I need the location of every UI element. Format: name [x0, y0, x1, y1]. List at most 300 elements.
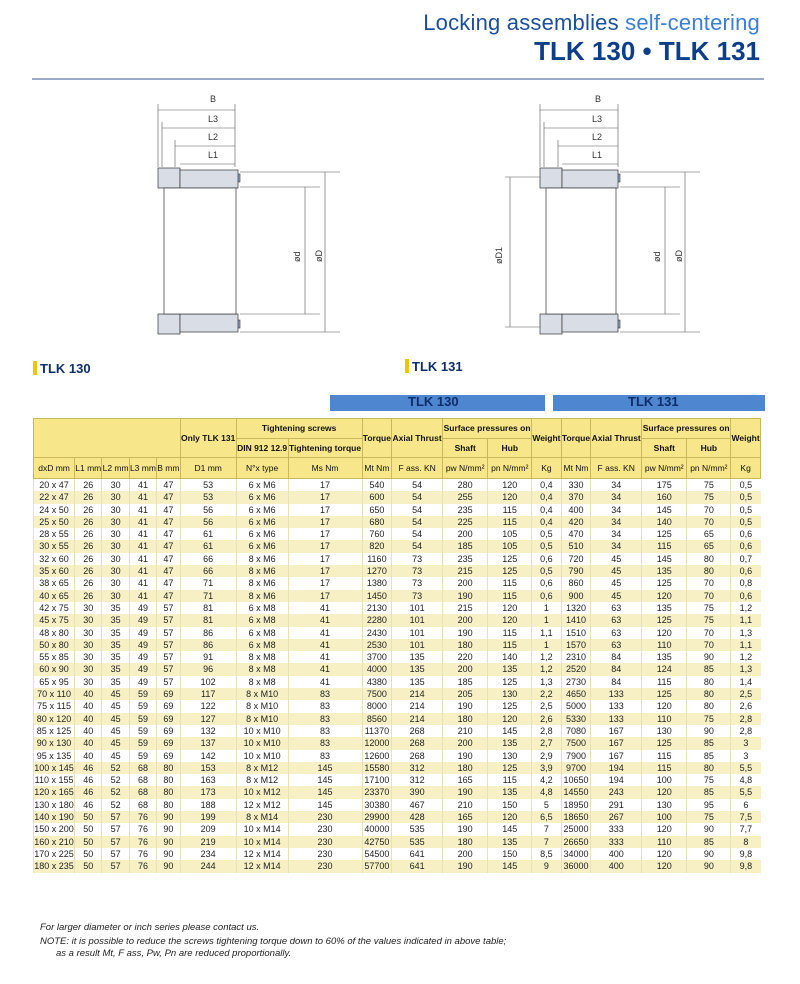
- table-cell: 34000: [561, 848, 591, 860]
- table-cell: 135: [642, 565, 687, 577]
- table-cell: 26: [75, 528, 102, 540]
- table-cell: 428: [392, 811, 443, 823]
- table-cell: 41: [129, 504, 156, 516]
- table-cell: 2,8: [731, 725, 761, 737]
- table-cell: 63: [591, 614, 642, 626]
- table-cell: 38 x 65: [34, 577, 75, 589]
- table-cell: 9700: [561, 762, 591, 774]
- tlk131-label: TLK 131: [405, 359, 463, 374]
- tlk131-drawing: [480, 92, 720, 357]
- table-cell: 90: [157, 860, 181, 872]
- table-cell: 1,1: [532, 627, 562, 639]
- unit-header: Mt Nm: [362, 458, 392, 479]
- table-row: [34, 565, 761, 577]
- table-cell: 10 x M10: [236, 737, 288, 749]
- table-cell: 125: [642, 688, 687, 700]
- table-cell: 180: [443, 836, 488, 848]
- table-cell: 59: [129, 700, 156, 712]
- table-cell: 133: [591, 700, 642, 712]
- table-cell: 135: [488, 737, 532, 749]
- table-cell: 54: [392, 491, 443, 503]
- table-cell: 54500: [362, 848, 392, 860]
- table-cell: 105: [488, 528, 532, 540]
- table-cell: 0,5: [532, 565, 562, 577]
- table-cell: 84: [591, 676, 642, 688]
- table-cell: 17: [288, 590, 362, 602]
- dim-D: øD: [674, 250, 684, 262]
- table-cell: 130: [488, 750, 532, 762]
- table-cell: 24 x 50: [34, 504, 75, 516]
- table-cell: 40: [75, 750, 102, 762]
- table-cell: 26: [75, 479, 102, 492]
- table-cell: 167: [591, 737, 642, 749]
- unit-header: pw N/mm²: [443, 458, 488, 479]
- table-row: [34, 590, 761, 602]
- table-cell: 17: [288, 577, 362, 589]
- table-cell: 65 x 95: [34, 676, 75, 688]
- table-cell: 40: [75, 688, 102, 700]
- table-cell: 57: [157, 676, 181, 688]
- table-cell: 130: [642, 799, 687, 811]
- table-cell: 70: [687, 516, 731, 528]
- table-cell: 68: [129, 799, 156, 811]
- dim-D: øD: [314, 250, 324, 262]
- table-cell: 45: [102, 725, 129, 737]
- table-cell: 76: [129, 811, 156, 823]
- table-cell: 219: [180, 836, 236, 848]
- table-cell: 90 x 130: [34, 737, 75, 749]
- unit-header: B mm: [157, 458, 181, 479]
- table-cell: 120: [642, 786, 687, 798]
- table-cell: 135: [392, 651, 443, 663]
- table-cell: 14550: [561, 786, 591, 798]
- table-cell: 10 x M14: [236, 823, 288, 835]
- table-cell: 49: [129, 676, 156, 688]
- table-cell: 81: [180, 614, 236, 626]
- table-cell: 63: [591, 627, 642, 639]
- table-cell: 0,6: [532, 553, 562, 565]
- table-cell: 214: [392, 713, 443, 725]
- table-cell: 85: [687, 663, 731, 675]
- table-cell: 80: [687, 688, 731, 700]
- table-cell: 52: [102, 774, 129, 786]
- table-cell: 68: [129, 762, 156, 774]
- table-row: [34, 688, 761, 700]
- table-cell: 73: [392, 577, 443, 589]
- table-cell: 115: [488, 516, 532, 528]
- table-cell: 120: [488, 479, 532, 492]
- table-cell: 115: [488, 504, 532, 516]
- table-cell: 34: [591, 528, 642, 540]
- table-cell: 4380: [362, 676, 392, 688]
- table-cell: 312: [392, 774, 443, 786]
- table-cell: 47: [157, 577, 181, 589]
- table-cell: 41: [129, 479, 156, 492]
- table-cell: 57: [102, 848, 129, 860]
- table-cell: 3700: [362, 651, 392, 663]
- table-cell: 190: [443, 700, 488, 712]
- table-cell: 40: [75, 737, 102, 749]
- table-cell: 142: [180, 750, 236, 762]
- table-cell: 1320: [561, 602, 591, 614]
- table-cell: 1510: [561, 627, 591, 639]
- table-cell: 96: [180, 663, 236, 675]
- table-cell: 17: [288, 565, 362, 577]
- table-cell: 133: [591, 713, 642, 725]
- dimension-table: [33, 418, 761, 873]
- table-cell: 41: [129, 516, 156, 528]
- table-row: [34, 750, 761, 762]
- table-cell: 225: [443, 516, 488, 528]
- table-row: [34, 516, 761, 528]
- table-cell: 215: [443, 602, 488, 614]
- table-cell: 110 x 155: [34, 775, 74, 786]
- table-cell: 6 x M8: [236, 602, 288, 614]
- table-cell: 115: [488, 590, 532, 602]
- table-cell: 120 x 165: [34, 787, 74, 798]
- table-cell: 50: [75, 823, 102, 835]
- table-cell: 100 x 145: [34, 762, 74, 773]
- table-cell: 80: [157, 762, 181, 774]
- table-cell: 145: [288, 774, 362, 786]
- table-cell: 6 x M6: [236, 491, 288, 503]
- table-cell: 40: [75, 725, 102, 737]
- table-cell: 100: [642, 774, 687, 786]
- table-cell: 54: [392, 504, 443, 516]
- dim-d: ød: [652, 251, 662, 262]
- table-cell: 9,8: [731, 848, 761, 860]
- table-cell: 2,9: [532, 750, 562, 762]
- table-cell: 40: [75, 700, 102, 712]
- table-cell: 135: [488, 663, 532, 675]
- shaft-131-header: Shaft: [642, 438, 687, 458]
- table-cell: 26650: [561, 836, 591, 848]
- table-cell: 820: [362, 540, 392, 552]
- table-row: [34, 725, 761, 737]
- table-cell: 145: [488, 823, 532, 835]
- table-cell: 6 x M6: [236, 479, 288, 492]
- table-cell: 50: [75, 836, 102, 848]
- table-cell: 85: [687, 750, 731, 762]
- table-cell: 650: [362, 504, 392, 516]
- table-cell: 57: [157, 627, 181, 639]
- table-cell: 41: [129, 491, 156, 503]
- table-cell: 210: [443, 799, 488, 811]
- table-cell: 90: [687, 651, 731, 663]
- table-cell: 680: [362, 516, 392, 528]
- table-cell: 59: [129, 725, 156, 737]
- table-cell: 70 x 110: [34, 688, 75, 700]
- only-tlk131-header: Only TLK 131: [180, 419, 236, 458]
- table-cell: 130: [642, 725, 687, 737]
- unit-header: pn N/mm²: [488, 458, 532, 479]
- table-cell: 12000: [362, 737, 392, 749]
- table-cell: 125: [488, 700, 532, 712]
- table-cell: 86: [180, 639, 236, 651]
- table-cell: 167: [591, 725, 642, 737]
- table-cell: 80: [157, 786, 181, 798]
- table-cell: 35: [102, 676, 129, 688]
- table-cell: 41: [288, 627, 362, 639]
- table-cell: 41: [288, 614, 362, 626]
- table-cell: 54: [392, 528, 443, 540]
- table-cell: 220: [443, 651, 488, 663]
- table-cell: 1570: [561, 639, 591, 651]
- table-cell: 90: [157, 811, 181, 823]
- title-main: Locking assemblies: [423, 10, 619, 35]
- table-cell: 209: [180, 823, 236, 835]
- table-cell: 8 x M10: [236, 713, 288, 725]
- dim-B: B: [595, 94, 602, 104]
- table-cell: 145: [488, 860, 532, 872]
- table-cell: 66: [180, 553, 236, 565]
- table-cell: 5,5: [731, 762, 761, 774]
- unit-header: F ass. KN: [591, 458, 642, 479]
- table-cell: 63: [591, 602, 642, 614]
- table-cell: 0,7: [731, 553, 761, 565]
- dim-D1: øD1: [494, 246, 504, 264]
- table-cell: 0,5: [532, 528, 562, 540]
- table-cell: 40 x 65: [34, 590, 75, 602]
- unit-header: Kg: [731, 458, 761, 479]
- table-cell: 135: [392, 663, 443, 675]
- dim-L2: L2: [208, 132, 219, 142]
- table-cell: 17: [288, 553, 362, 565]
- table-cell: 132: [180, 725, 236, 737]
- table-cell: 280: [443, 479, 488, 492]
- weight-131-header: Weight: [731, 419, 761, 458]
- table-cell: 68: [129, 786, 156, 798]
- table-cell: 35: [102, 639, 129, 651]
- table-cell: 115: [488, 577, 532, 589]
- table-cell: 390: [392, 786, 443, 798]
- table-cell: 130 x 180: [34, 799, 74, 810]
- table-cell: 70: [687, 639, 731, 651]
- table-cell: 230: [288, 811, 362, 823]
- table-cell: 0,6: [731, 528, 761, 540]
- table-cell: 120: [488, 602, 532, 614]
- table-cell: 5,5: [731, 786, 761, 798]
- table-cell: 95: [687, 799, 731, 811]
- table-cell: 12 x M14: [236, 848, 288, 860]
- table-cell: 80: [157, 774, 181, 786]
- table-cell: 175: [642, 479, 687, 492]
- table-cell: 90: [687, 823, 731, 835]
- table-cell: 50: [75, 811, 102, 823]
- table-cell: 214: [392, 688, 443, 700]
- table-cell: 110: [642, 713, 687, 725]
- table-cell: 173: [180, 786, 236, 798]
- table-cell: 85: [687, 737, 731, 749]
- table-cell: 600: [362, 491, 392, 503]
- table-cell: 200: [443, 848, 488, 860]
- table-cell: 194: [591, 774, 642, 786]
- table-cell: 5330: [561, 713, 591, 725]
- table-cell: 57: [102, 836, 129, 848]
- table-row: [34, 786, 761, 798]
- table-cell: 30: [75, 627, 102, 639]
- table-cell: 26: [75, 577, 102, 589]
- table-cell: 83: [288, 713, 362, 725]
- surface-130-header: Surface pressures on: [443, 419, 532, 439]
- table-cell: 133: [591, 688, 642, 700]
- table-cell: 9,8: [731, 860, 761, 872]
- table-cell: 30: [102, 553, 129, 565]
- table-cell: 150: [488, 799, 532, 811]
- table-cell: 45: [591, 553, 642, 565]
- table-row: [34, 713, 761, 725]
- table-cell: 180 x 235: [34, 861, 74, 872]
- table-cell: 70: [687, 577, 731, 589]
- table-cell: 49: [129, 663, 156, 675]
- table-cell: 6 x M6: [236, 504, 288, 516]
- table-cell: 115: [642, 762, 687, 774]
- table-cell: 188: [180, 799, 236, 811]
- table-cell: 8 x M14: [236, 811, 288, 823]
- table-cell: 17: [288, 540, 362, 552]
- table-cell: 17: [288, 479, 362, 492]
- table-cell: 244: [180, 860, 236, 872]
- table-cell: 57: [102, 823, 129, 835]
- tightening-torque-header: Tightening torque: [288, 438, 362, 458]
- units-row: [34, 458, 761, 479]
- table-cell: 35: [102, 663, 129, 675]
- hub-130-header: Hub: [488, 438, 532, 458]
- table-cell: 75: [687, 479, 731, 492]
- table-cell: 18950: [561, 799, 591, 811]
- table-cell: 23370: [362, 786, 392, 798]
- table-cell: 49: [129, 602, 156, 614]
- unit-header: D1 mm: [180, 458, 236, 479]
- table-cell: 7,5: [731, 811, 761, 823]
- table-cell: 86: [180, 627, 236, 639]
- table-row: [34, 737, 761, 749]
- table-cell: 205: [443, 688, 488, 700]
- table-cell: 268: [392, 737, 443, 749]
- table-cell: 52: [102, 799, 129, 811]
- table-cell: 49: [129, 614, 156, 626]
- table-cell: 69: [157, 737, 181, 749]
- table-cell: 41: [288, 663, 362, 675]
- table-cell: 81: [180, 602, 236, 614]
- table-cell: 1,3: [731, 627, 761, 639]
- table-cell: 65: [687, 528, 731, 540]
- table-cell: 3: [731, 737, 761, 749]
- table-cell: 30: [102, 577, 129, 589]
- table-cell: 1: [532, 602, 562, 614]
- table-cell: 59: [129, 688, 156, 700]
- unit-header: Ms Nm: [288, 458, 362, 479]
- table-cell: 125: [642, 528, 687, 540]
- dim-d: ød: [292, 251, 302, 262]
- table-row: [34, 823, 761, 835]
- unit-header: Mt Nm: [561, 458, 591, 479]
- table-cell: 2,6: [731, 700, 761, 712]
- table-cell: 41: [129, 565, 156, 577]
- table-cell: 214: [392, 700, 443, 712]
- table-cell: 0,6: [731, 540, 761, 552]
- table-cell: 6 x M6: [236, 528, 288, 540]
- table-cell: 69: [157, 725, 181, 737]
- table-row: [34, 602, 761, 614]
- table-cell: 41: [129, 528, 156, 540]
- table-cell: 61: [180, 528, 236, 540]
- table-cell: 400: [561, 504, 591, 516]
- table-cell: 125: [642, 737, 687, 749]
- table-cell: 8 x M10: [236, 700, 288, 712]
- table-cell: 53: [180, 479, 236, 492]
- table-cell: 49: [129, 639, 156, 651]
- table-row: [34, 540, 761, 552]
- table-cell: 117: [180, 688, 236, 700]
- table-cell: 57: [157, 614, 181, 626]
- table-cell: 0,6: [731, 590, 761, 602]
- table-row: [34, 860, 761, 872]
- table-cell: 6,5: [532, 811, 562, 823]
- table-cell: 145: [288, 799, 362, 811]
- table-cell: 125: [642, 614, 687, 626]
- table-cell: 41: [288, 639, 362, 651]
- table-cell: 35: [102, 627, 129, 639]
- table-cell: 170 x 225: [34, 848, 74, 859]
- table-cell: 50 x 80: [34, 639, 75, 651]
- table-cell: 190: [443, 860, 488, 872]
- table-cell: 105: [488, 540, 532, 552]
- table-cell: 17: [288, 516, 362, 528]
- table-cell: 15580: [362, 762, 392, 774]
- table-cell: 70: [687, 504, 731, 516]
- tightening-screws-header: Tightening screws: [236, 419, 362, 439]
- table-cell: 120: [642, 590, 687, 602]
- table-cell: 10 x M14: [236, 836, 288, 848]
- table-cell: 180: [443, 713, 488, 725]
- table-cell: 400: [591, 848, 642, 860]
- unit-header: L2 mm: [102, 458, 129, 479]
- table-cell: 165: [443, 811, 488, 823]
- table-cell: 1,1: [731, 614, 761, 626]
- hub-131-header: Hub: [687, 438, 731, 458]
- din-header: DIN 912 12.9: [236, 438, 288, 458]
- dim-L3: L3: [592, 114, 603, 124]
- table-cell: 230: [288, 860, 362, 872]
- table-cell: 2310: [561, 651, 591, 663]
- table-cell: 6: [731, 799, 761, 811]
- table-cell: 167: [591, 750, 642, 762]
- table-cell: 47: [157, 491, 181, 503]
- table-cell: 85: [687, 786, 731, 798]
- note-proportional: as a result Mt, F ass, Pw, Pn are reduced proportionally.: [56, 948, 292, 959]
- table-cell: 56: [180, 516, 236, 528]
- table-cell: 1450: [362, 590, 392, 602]
- table-cell: 101: [392, 639, 443, 651]
- table-cell: 140: [488, 651, 532, 663]
- table-cell: 17: [288, 491, 362, 503]
- table-cell: 1410: [561, 614, 591, 626]
- table-cell: 40: [75, 713, 102, 725]
- table-cell: 120: [642, 848, 687, 860]
- table-cell: 7,7: [731, 823, 761, 835]
- unit-header: pw N/mm²: [642, 458, 687, 479]
- table-cell: 41: [288, 676, 362, 688]
- table-cell: 8 x M8: [236, 651, 288, 663]
- table-cell: 124: [642, 663, 687, 675]
- table-row: [34, 639, 761, 651]
- table-cell: 80: [687, 700, 731, 712]
- table-cell: 900: [561, 590, 591, 602]
- table-cell: 2530: [362, 639, 392, 651]
- dim-L1: L1: [592, 150, 603, 160]
- table-cell: 69: [157, 700, 181, 712]
